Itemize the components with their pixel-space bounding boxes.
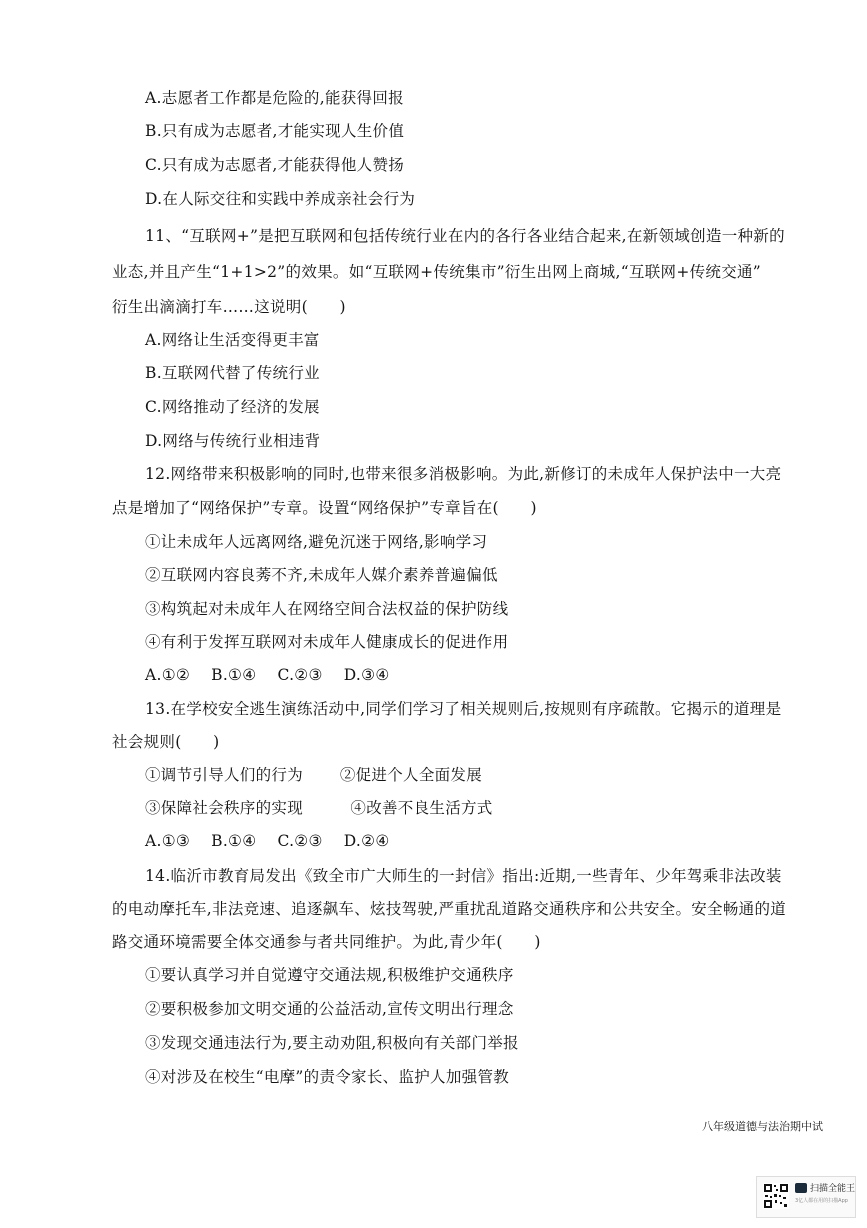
answer-option-line: A.①② B.①④ C.②③ D.③④	[145, 666, 390, 684]
question-line: 12.网络带来积极影响的同时,也带来很多消极影响。为此,新修订的未成年人保护法中一大亮	[145, 465, 782, 483]
cs-logo-icon	[795, 1183, 807, 1193]
answer-option-line: ④有利于发挥互联网对未成年人健康成长的促进作用	[145, 633, 509, 651]
answer-option-line: B.只有成为志愿者,才能实现人生价值	[145, 122, 405, 140]
question-line: 路交通环境需要全体交通参与者共同维护。为此,青少年( )	[112, 933, 541, 951]
answer-option-line: ②要积极参加文明交通的公益活动,宣传文明出行理念	[145, 1000, 514, 1018]
question-line: 的电动摩托车,非法竞速、追逐飙车、炫技驾驶,严重扰乱道路交通秩序和公共安全。安全畅通的道	[112, 900, 787, 918]
answer-option-line: ③保障社会秩序的实现 ④改善不良生活方式	[145, 799, 493, 817]
answer-option-line: A.网络让生活变得更丰富	[145, 331, 320, 349]
question-line: 11、“互联网+”是把互联网和包括传统行业在内的各行各业结合起来,在新领域创造一种新的	[145, 227, 785, 245]
question-line: 衍生出滴滴打车……这说明( )	[112, 298, 346, 316]
answer-option-line: A.志愿者工作都是危险的,能获得回报	[145, 89, 404, 107]
scanner-subtitle: 3亿人都在用的扫描App	[795, 1198, 848, 1204]
answer-option-line: ①让未成年人远离网络,避免沉迷于网络,影响学习	[145, 533, 488, 551]
answer-option-line: D.在人际交往和实践中养成亲社会行为	[145, 190, 416, 208]
answer-option-line: ①要认真学习并自觉遵守交通法规,积极维护交通秩序	[145, 966, 514, 984]
qr-code-icon	[763, 1183, 789, 1209]
answer-option-line: ③构筑起对未成年人在网络空间合法权益的保护防线	[145, 600, 509, 618]
answer-option-line: A.①③ B.①④ C.②③ D.②④	[145, 832, 390, 850]
question-line: 14.临沂市教育局发出《致全市广大师生的一封信》指出:近期,一些青年、少年驾乘非法改装	[145, 867, 782, 885]
answer-option-line: ③发现交通违法行为,要主动劝阻,积极向有关部门举报	[145, 1034, 519, 1052]
answer-option-line: B.互联网代替了传统行业	[145, 364, 320, 382]
page-footer: 八年级道德与法治期中试	[702, 1120, 823, 1133]
answer-option-line: ②互联网内容良莠不齐,未成年人媒介素养普遍偏低	[145, 566, 498, 584]
question-line: 点是增加了“网络保护”专章。设置“网络保护”专章旨在( )	[112, 499, 537, 517]
scanner-title: 扫描全能王	[810, 1184, 856, 1194]
answer-option-line: ①调节引导人们的行为 ②促进个人全面发展	[145, 766, 483, 784]
answer-option-line: D.网络与传统行业相违背	[145, 432, 321, 450]
question-line: 业态,并且产生“1+1>2”的效果。如“互联网+传统集市”衍生出网上商城,“互联网+传统交通”	[112, 263, 762, 281]
answer-option-line: C.只有成为志愿者,才能获得他人赞扬	[145, 156, 405, 174]
question-line: 社会规则( )	[112, 733, 220, 751]
scanner-watermark	[756, 1176, 856, 1218]
question-line: 13.在学校安全逃生演练活动中,同学们学习了相关规则后,按规则有序疏散。它揭示的道理是	[145, 700, 782, 718]
answer-option-line: ④对涉及在校生“电摩”的责令家长、监护人加强管教	[145, 1068, 510, 1086]
answer-option-line: C.网络推动了经济的发展	[145, 398, 320, 416]
